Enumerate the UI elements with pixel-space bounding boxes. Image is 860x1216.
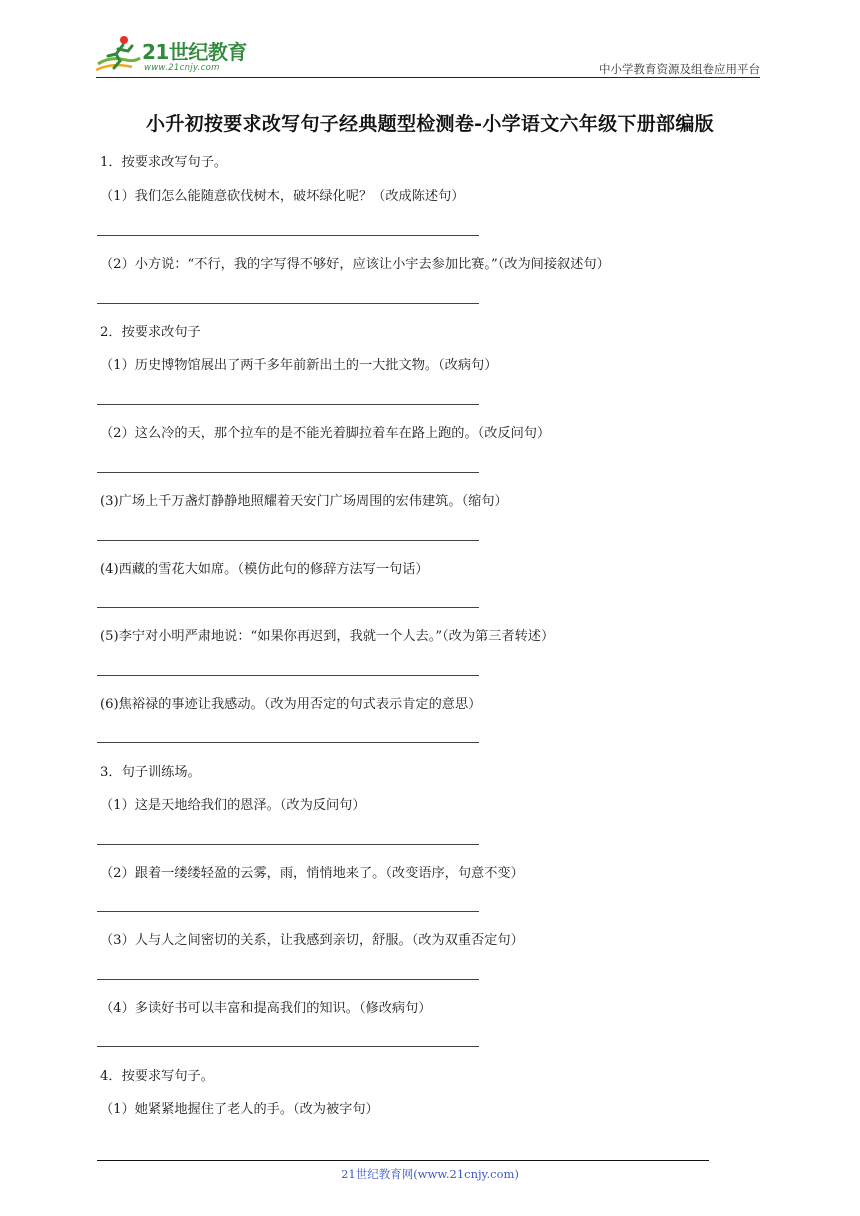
runner-logo-icon (96, 34, 142, 76)
answer-line[interactable] (97, 303, 479, 304)
logo (96, 34, 276, 76)
answer-line[interactable] (97, 235, 479, 236)
page-title: 小升初按要求改写句子经典题型检测卷-小学语文六年级下册部编版 (146, 113, 714, 135)
answer-line[interactable] (97, 675, 479, 676)
answer-line[interactable] (97, 844, 479, 845)
header-divider (96, 77, 760, 78)
platform-name: 中小学教育资源及组卷应用平台 (599, 62, 760, 76)
footer-divider (97, 1160, 709, 1161)
answer-line[interactable] (97, 911, 479, 912)
question-item: （2）小方说：“不行，我的字写得不够好，应该让小宇去参加比赛。”（改为间接叙述句） (100, 257, 610, 272)
answer-line[interactable] (97, 742, 479, 743)
answer-line[interactable] (97, 540, 479, 541)
footer-link[interactable]: 21世纪教育网(www.21cnjy.com) (341, 1167, 519, 1181)
answer-line[interactable] (97, 404, 479, 405)
question-item: （1）这是天地给我们的恩泽。（改为反问句） (100, 798, 366, 813)
question-item: （2）跟着一缕缕轻盈的云雾，雨，悄悄地来了。（改变语序，句意不变） (100, 866, 524, 881)
question-item: （1）我们怎么能随意砍伐树木，破坏绿化呢？（改成陈述句） (100, 189, 465, 204)
question-item: (6)焦裕禄的事迹让我感动。（改为用否定的句式表示肯定的意思） (100, 697, 482, 712)
question-item: （4）多读好书可以丰富和提高我们的知识。（修改病句） (100, 1001, 432, 1016)
question-heading: 4．按要求写句子。 (100, 1069, 214, 1084)
question-item: （3）人与人之间密切的关系，让我感到亲切，舒服。（改为双重否定句） (100, 933, 524, 948)
answer-line[interactable] (97, 979, 479, 980)
question-item: （1）她紧紧地握住了老人的手。（改为被字句） (100, 1102, 379, 1117)
answer-line[interactable] (97, 607, 479, 608)
question-item: （1）历史博物馆展出了两千多年前新出土的一大批文物。（改病句） (100, 358, 498, 373)
question-heading: 1．按要求改写句子。 (100, 155, 228, 170)
logo-text: 21世纪教育 (142, 40, 247, 64)
answer-line[interactable] (97, 1046, 479, 1047)
answer-line[interactable] (97, 472, 479, 473)
question-heading: 2．按要求改句子 (100, 325, 201, 340)
logo-url: www.21cnjy.com (144, 63, 220, 73)
question-heading: 3．句子训练场。 (100, 765, 201, 780)
question-item: (4)西藏的雪花大如席。（模仿此句的修辞方法写一句话） (100, 562, 429, 577)
question-item: (5)李宁对小明严肃地说：“如果你再迟到，我就一个人去。”（改为第三者转述） (100, 629, 555, 644)
page-header (96, 30, 760, 80)
question-item: （2）这么冷的天，那个拉车的是不能光着脚拉着车在路上跑的。（改反问句） (100, 426, 551, 441)
question-item: (3)广场上千万盏灯静静地照耀着天安门广场周围的宏伟建筑。（缩句） (100, 494, 508, 509)
